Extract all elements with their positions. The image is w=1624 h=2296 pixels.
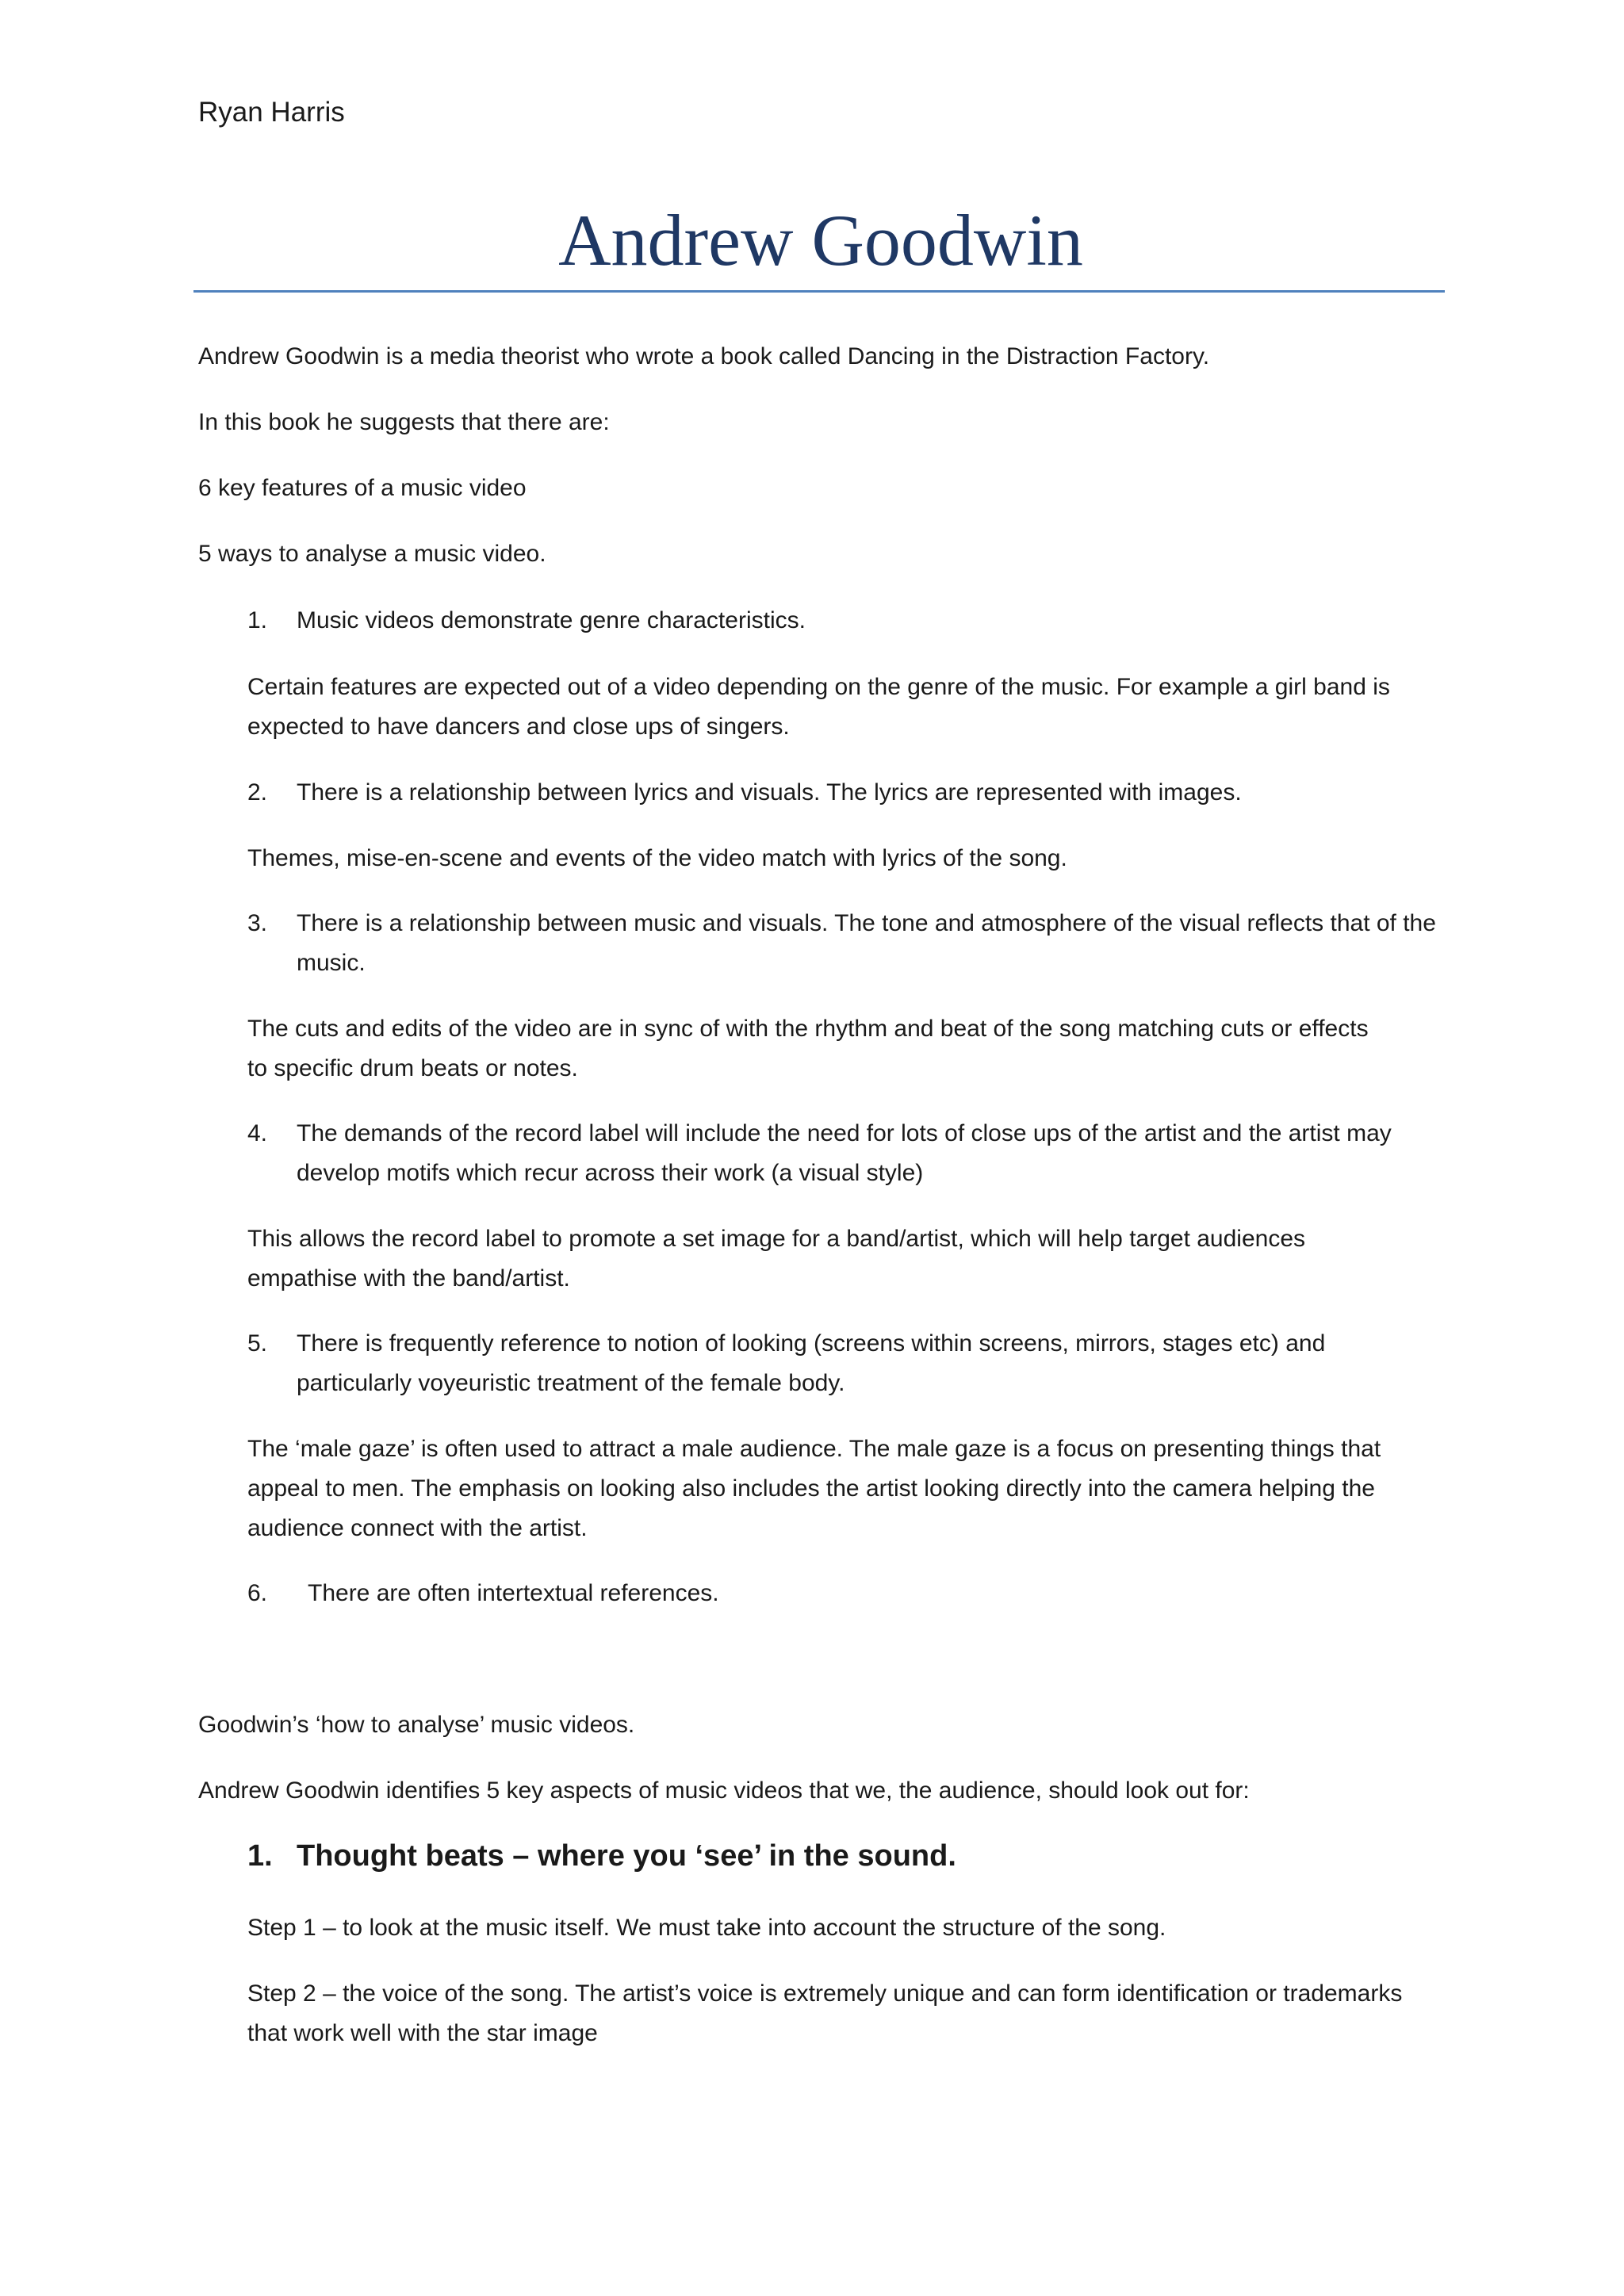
analyse-intro: Goodwin’s ‘how to analyse’ music videos. xyxy=(198,1712,635,1738)
feature-detail: This allows the record label to promote a set image for a band/artist, which will help target audiences empathise with the band/artist. xyxy=(247,1226,1306,1292)
feature-item xyxy=(247,601,1443,641)
title-underline xyxy=(193,290,1445,293)
aspect-number: 1. xyxy=(247,1839,273,1873)
feature-detail: Certain features are expected out of a video depending on the genre of the music. For example a girl band is expected to have dancers and close ups of singers. xyxy=(247,674,1390,740)
feature-detail: The ‘male gaze’ is often used to attract a male audience. The male gaze is a focus on presenting things that appeal to men. The emphasis on looking also includes the artist looking directly into the camera helping the audience connect with the artist. xyxy=(247,1436,1381,1541)
intro-paragraph: In this book he suggests that there are: xyxy=(198,409,610,435)
feature-text: There is a relationship between lyrics and visuals. The lyrics are represented with images. xyxy=(297,779,1242,806)
feature-text: There is a relationship between music and visuals. The tone and atmosphere of the visual reflects that of the music. xyxy=(297,910,1436,976)
analyse-lead: Andrew Goodwin identifies 5 key aspects of music videos that we, the audience, should look out for: xyxy=(198,1777,1250,1804)
author-name: Ryan Harris xyxy=(198,97,345,128)
page-title: Andrew Goodwin xyxy=(558,200,1083,281)
aspect-title: Thought beats – where you ‘see’ in the sound. xyxy=(297,1839,956,1873)
step-paragraph: Step 2 – the voice of the song. The artist’s voice is extremely unique and can form identification or trademarks that work well with the star image xyxy=(247,1980,1403,2046)
feature-number: 3. xyxy=(247,910,268,936)
feature-text: There is frequently reference to notion of looking (screens within screens, mirrors, stages etc) and particularly voyeuristic treatment of the female body. xyxy=(297,1330,1326,1396)
feature-detail: The cuts and edits of the video are in sync of with the rhythm and beat of the song matching cuts or effects to specific drum beats or notes. xyxy=(247,1016,1369,1081)
feature-item xyxy=(247,1574,1443,1613)
feature-number: 6. xyxy=(247,1580,268,1606)
step-paragraph: Step 1 – to look at the music itself. We must take into account the structure of the song. xyxy=(247,1915,1166,1941)
feature-number: 4. xyxy=(247,1120,268,1146)
feature-item xyxy=(247,904,1443,983)
aspect-heading xyxy=(247,1834,1443,1878)
feature-item xyxy=(247,1114,1397,1193)
feature-item xyxy=(247,1324,1389,1403)
feature-number: 1. xyxy=(247,607,268,633)
feature-number: 2. xyxy=(247,779,268,806)
intro-paragraph: 6 key features of a music video xyxy=(198,475,527,501)
intro-paragraph: 5 ways to analyse a music video. xyxy=(198,541,546,567)
intro-paragraph: Andrew Goodwin is a media theorist who wrote a book called Dancing in the Distraction Factory. xyxy=(198,343,1210,369)
feature-detail: Themes, mise-en-scene and events of the video match with lyrics of the song. xyxy=(247,845,1067,871)
feature-item xyxy=(247,773,1443,813)
feature-number: 5. xyxy=(247,1330,268,1357)
feature-text: Music videos demonstrate genre characteristics. xyxy=(297,607,806,633)
feature-text: There are often intertextual references. xyxy=(308,1580,719,1606)
feature-text: The demands of the record label will include the need for lots of close ups of the artist and the artist may develop motifs which recur across their work (a visual style) xyxy=(297,1120,1392,1186)
